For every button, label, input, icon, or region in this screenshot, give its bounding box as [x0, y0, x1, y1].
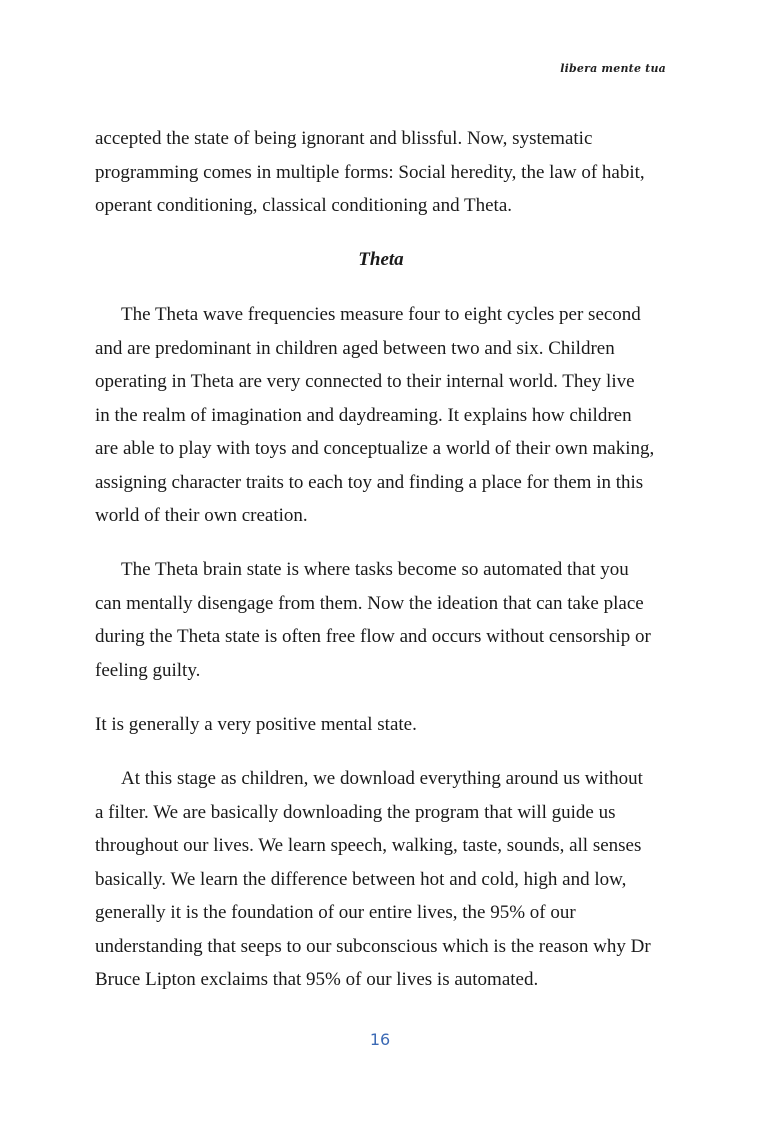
- text-line: world of their own creation.: [95, 505, 308, 526]
- text-line: feeling guilty.: [95, 659, 201, 681]
- text-line: programming comes in multiple forms: Social heredity, the law of habit,: [95, 161, 645, 183]
- text-line: accepted the state of being ignorant and blissful. Now, systematic: [95, 128, 593, 149]
- running-header: libera mente tua: [560, 62, 666, 75]
- text-line: during the Theta state is often free flow and occurs without censorship or: [95, 626, 651, 647]
- section-heading: Theta: [358, 249, 404, 270]
- paragraph-intro: [95, 122, 667, 223]
- text-line: assigning character traits to each toy and finding a place for them in this: [95, 471, 644, 493]
- text-line: basically. We learn the difference between hot and cold, high and low,: [95, 868, 627, 890]
- text-line: The Theta wave frequencies measure four to eight cycles per second: [121, 304, 641, 325]
- text-line: The Theta brain state is where tasks become so automated that you: [121, 559, 629, 580]
- text-line: understanding that seeps to our subconscious which is the reason why Dr: [95, 935, 651, 957]
- text-line: in the realm of imagination and daydreaming. It explains how children: [95, 404, 632, 426]
- text-line: and are predominant in children aged between two and six. Children: [95, 337, 615, 359]
- text-line: can mentally disengage from them. Now the ideation that can take place: [95, 592, 644, 614]
- page-number: 16: [369, 1030, 391, 1049]
- text-line: At this stage as children, we download everything around us without: [121, 768, 643, 789]
- text-line: Bruce Lipton exclaims that 95% of our lives is automated.: [95, 969, 539, 990]
- text-line: operating in Theta are very connected to their internal world. They live: [95, 371, 635, 392]
- text-line: are able to play with toys and conceptualize a world of their own making,: [95, 438, 655, 459]
- text-line: generally it is the foundation of our entire lives, the 95% of our: [95, 902, 576, 923]
- paragraph-children-download: [95, 762, 667, 997]
- text-line: a filter. We are basically downloading the program that will guide us: [95, 801, 616, 823]
- paragraph-positive-state: [95, 708, 667, 742]
- paragraph-theta-frequencies: [95, 298, 667, 533]
- paragraph-theta-brain-state: [95, 553, 667, 687]
- text-line: operant conditioning, classical conditioning and Theta.: [95, 195, 513, 216]
- text-line: It is generally a very positive mental state.: [95, 714, 417, 735]
- text-line: throughout our lives. We learn speech, walking, taste, sounds, all senses: [95, 835, 642, 856]
